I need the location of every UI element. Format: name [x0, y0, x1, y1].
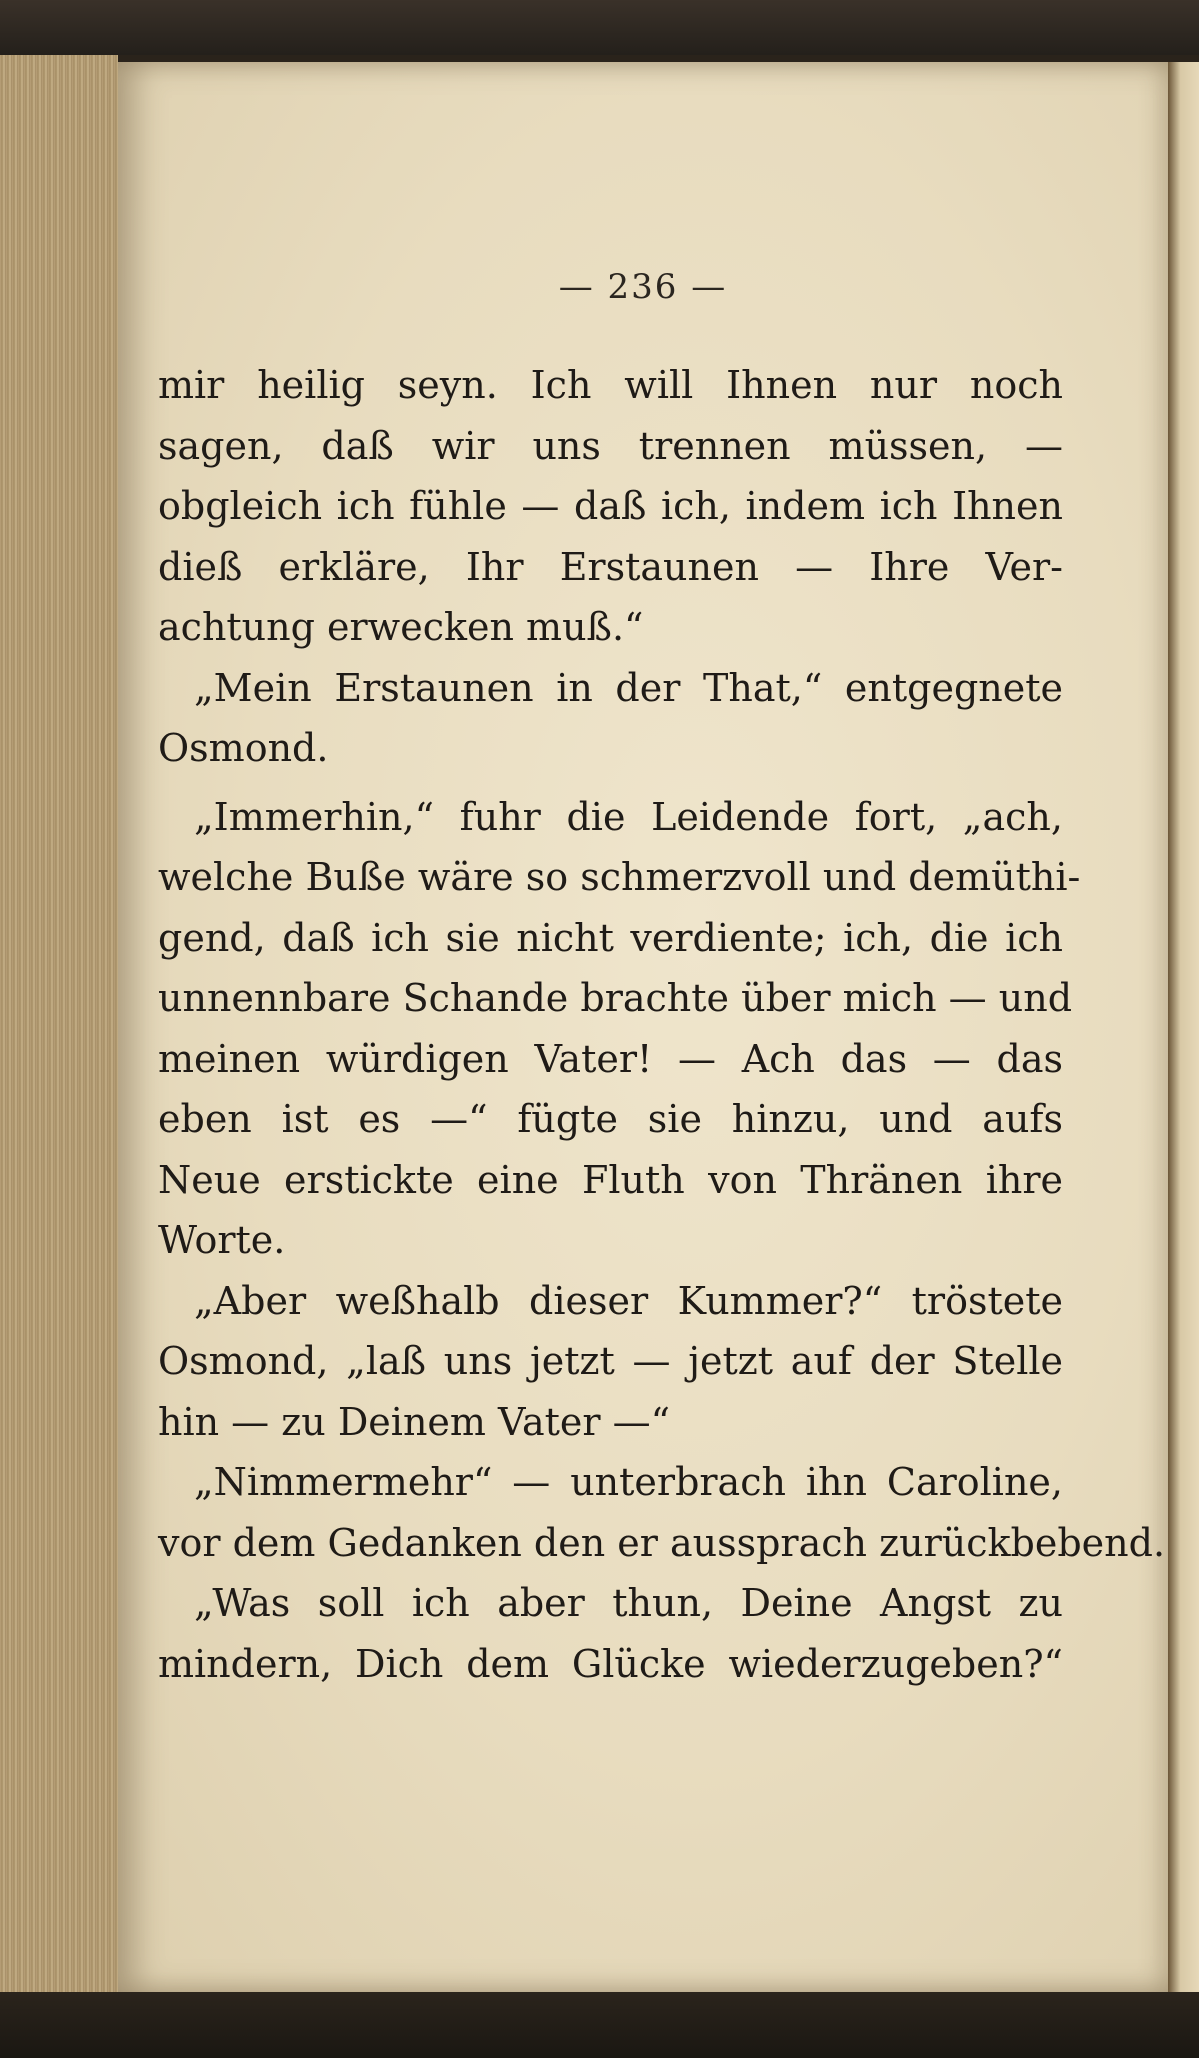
- text-line: gend, daß ich sie nicht verdiente; ich, die ich: [158, 915, 1063, 960]
- text-line: Osmond, „laß uns jetzt — jetzt auf der Stelle: [158, 1339, 1063, 1383]
- page-number: — 236 —: [558, 267, 728, 307]
- text-line: mir heilig seyn. Ich will Ihnen nur noch: [158, 363, 1063, 407]
- text-line: „Aber weßhalb dieser Kummer?“ tröstete: [194, 1278, 1063, 1323]
- text-line: unnennbare Schande brachte über mich — und: [158, 976, 1073, 1020]
- text-line: Osmond.: [158, 726, 329, 770]
- book-top-edge: [0, 0, 1199, 55]
- text-line: „Immerhin,“ fuhr die Leidende fort, „ach,: [194, 794, 1063, 839]
- text-line: meinen würdigen Vater! — Ach das — das: [158, 1036, 1063, 1081]
- text-line: „Was soll ich aber thun, Deine Angst zu: [194, 1581, 1063, 1625]
- text-line: vor dem Gedanken den er aussprach zurückbebend.: [158, 1520, 1166, 1565]
- text-line: sagen, daß wir uns trennen müssen, —: [158, 423, 1063, 468]
- text-line: „Nimmermehr“ — unterbrach ihn Caroline,: [194, 1460, 1063, 1504]
- text-line: welche Buße wäre so schmerzvoll und demüthi-: [158, 855, 1081, 899]
- page-text: [158, 355, 1166, 1694]
- text-line: obgleich ich fühle — daß ich, indem ich Ihnen: [158, 484, 1063, 528]
- text-line: eben ist es —“ fügte sie hinzu, und aufs: [158, 1097, 1063, 1141]
- text-line: hin — zu Deinem Vater —“: [158, 1399, 671, 1444]
- page-stack-edge: [0, 55, 118, 2000]
- text-line: „Mein Erstaunen in der That,“ entgegnete: [194, 665, 1063, 710]
- text-line: mindern, Dich dem Glücke wiederzugeben?“: [158, 1641, 1063, 1686]
- text-line: Neue erstickte eine Fluth von Thränen ihre: [158, 1157, 1063, 1202]
- next-page-edge: [1168, 62, 1199, 1992]
- book-bottom-edge: [0, 1992, 1199, 2058]
- text-line: achtung erwecken muß.“: [158, 605, 644, 649]
- text-line: Worte.: [158, 1218, 286, 1262]
- text-line: dieß erkläre, Ihr Erstaunen — Ihre Ver-: [158, 544, 1063, 589]
